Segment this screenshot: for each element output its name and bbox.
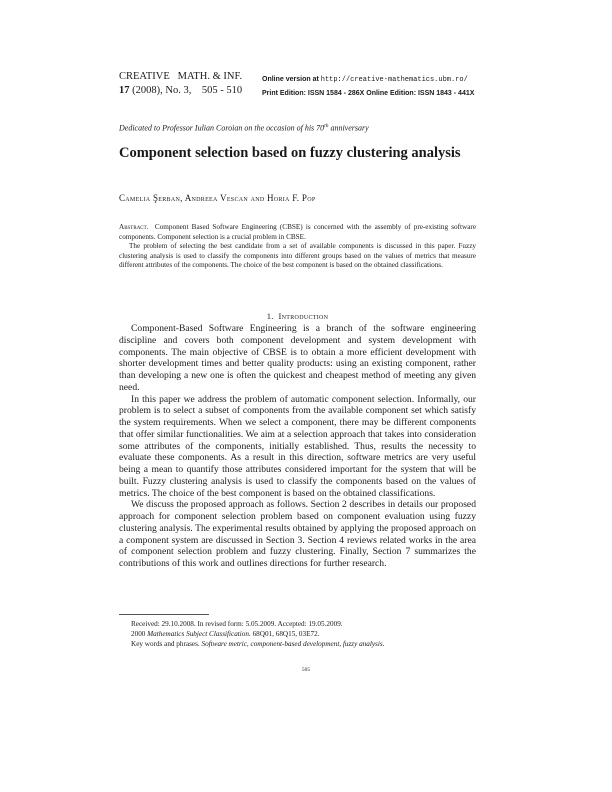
abstract — [119, 223, 476, 271]
footnotes — [119, 619, 476, 650]
journal-header — [119, 70, 242, 98]
print-edition: Print Edition: ISSN 1584 - 286X Online Edition: ISSN 1843 - 441X — [262, 90, 475, 97]
body-paragraph-1: Component-Based Software Engineering is a branch of the software engineering discipline and covers both component development and system development with components. The main objective of CBSE is to obtain a more efficient development with shorter development times and better quality products: using an existing component, rather than developing a new one is often the quickest and cheapest method of meeting any given need. — [119, 323, 476, 393]
section-number: 1. — [266, 311, 274, 321]
journal-name: CREATIVE MATH. & INF. — [119, 71, 243, 82]
page-number: 505 — [301, 667, 311, 673]
journal-citation — [119, 84, 242, 98]
section-heading — [119, 311, 476, 321]
abstract-label: Abstract. — [119, 223, 149, 231]
body-paragraph-2: In this paper we address the problem of automatic component selection. Informally, our problem is to select a subset of components from the available component set which satisfy the system requirements. When we select a component, there may be different components that offer similar functionalities. We aim at a selection approach that takes into consideration some attributes of the components, initially established. Thus, results the necessity to evaluate these components. As a result in this direction, software metrics are very useful being a mean to quantify those attributes considered important for the system that will be built. Fuzzy clustering analysis is used to classify the components based on the values of metrics. The choice of the best component is based on the obtained classifications. — [119, 393, 476, 499]
online-label: Online version at — [262, 76, 319, 83]
journal-pages: 505 - 510 — [201, 85, 243, 96]
footnote-msc: 2000 Mathematics Subject Classification. 68Q01, 68Q15, 03E72. — [131, 630, 320, 639]
footnote-received: Received: 29.10.2008. In revised form: 5.05.2009. Accepted: 19.05.2009. — [131, 620, 343, 628]
body-paragraph-3: We discuss the proposed approach as follows. Section 2 describes in details our proposed approach for component selection problem based on component evaluation using fuzzy clustering analysis. The experimental results obtained by applying the proposed approach on a component system are discussed in Section 3. Section 4 reviews related works in the area of component selection problem and fuzzy clustering. Finally, Section 7 summarizes the contributions of this work and outlines directions for further research. — [119, 499, 476, 569]
journal-issue: (2008), No. 3, — [132, 85, 192, 96]
abstract-paragraph-1: Abstract. Component Based Software Engineering (CBSE) is concerned with the assembly of pre-existing software components. Component selection is a crucial problem in CBSE. — [119, 223, 477, 241]
footnote-keywords: Key words and phrases. Software metric, component-based development, fuzzy analysis. — [131, 640, 385, 649]
footnote-rule — [119, 614, 209, 615]
journal-volume: 17 — [119, 85, 130, 96]
section-title: Introduction — [278, 311, 329, 321]
journal-editions — [262, 73, 474, 101]
dedication: Dedicated to Professor Iulian Coroian on the occasion of his 70th anniversary — [119, 123, 369, 133]
author-list: Camelia Şerban, Andreea Vescan and Horia F. Pop — [119, 193, 316, 203]
abstract-paragraph-2: The problem of selecting the best candidate from a set of available components is discussed in this paper. Fuzzy clustering analysis is used to classify the components into different groups based on the values of metrics that measure different attributes of the components. The choice of the best component is based on the obtained classifications. — [119, 242, 476, 269]
body-text — [119, 323, 476, 570]
online-url[interactable]: http://creative-mathematics.ubm.ro/ — [320, 76, 468, 84]
paper-title: Component selection based on fuzzy clustering analysis — [119, 145, 461, 161]
online-version — [262, 73, 474, 87]
